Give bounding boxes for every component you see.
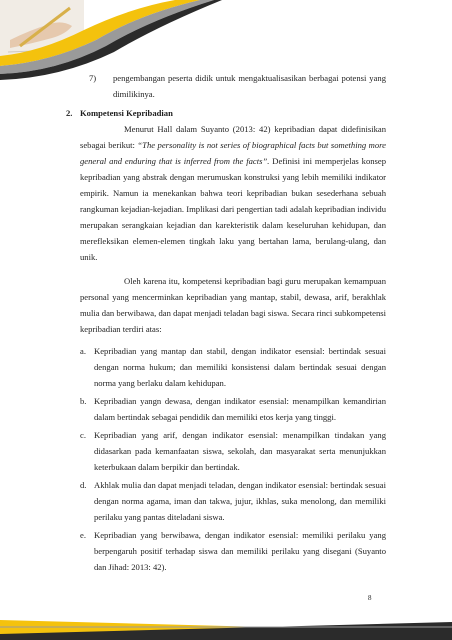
item-text: Kepribadian yang mantap dan stabil, dengan indikator esensial: bertindak sesuai dengan norma hukum; dan memiliki konsistensi dalam bertindak sesuai dengan norma yang berlaku dalam kehidupan. (94, 346, 386, 388)
item-marker: c. (80, 430, 86, 440)
item-marker: b. (80, 396, 87, 406)
item-text: Kepribadian yangn dewasa, dengan indikator esensial: menampilkan kemandirian dalam bertindak sebagai pendidik dan memiliki etos kerja yang tinggi. (94, 396, 386, 422)
footer-band (0, 610, 452, 640)
item-text: Akhlak mulia dan dapat menjadi teladan, dengan indikator esensial: bertindak sesuai dengan norma agama, iman dan takwa, jujur, ikhlas, suka menolong, dan memiliki perilaku yang pantas diteladani siswa. (94, 480, 386, 522)
numbered-item-7 (66, 70, 386, 102)
page-number: 8 (368, 594, 372, 602)
yellow-gray-swoosh (0, 0, 452, 80)
item-marker: d. (80, 480, 87, 490)
personality-quote: “The personality is not series of biographical facts but something more general and enduring that is inferred from the facts”. (80, 140, 386, 166)
section-title: Kompetensi Kepribadian (80, 108, 173, 118)
list-item (80, 477, 386, 525)
list-item (80, 527, 386, 575)
item-marker: a. (80, 346, 86, 356)
list-item (80, 393, 386, 425)
section-heading (66, 105, 386, 121)
list-item (80, 427, 386, 475)
document-page (66, 70, 386, 575)
paragraph-competence: Oleh karena itu, kompetensi kepribadian bagi guru merupakan kemampuan personal yang mencerminkan kepribadian yang mantap, stabil, dewasa, arif, berakhlak mulia dan berwibawa, dan dapat menjadi teladan bagi siswa. Secara rinci subkompetensi kepribadian terdiri atas: (80, 276, 386, 334)
item-marker: e. (80, 530, 86, 540)
item-text: Kepribadian yang arif, dengan indikator esensial: menampilkan tindakan yang didasarkan pada kemanfaatan siswa, sekolah, dan masyarakat serta menunjukkan keterbukaan dalam berpikir dan bertindak. (94, 430, 386, 472)
list-item (80, 343, 386, 391)
subcompetence-list (66, 343, 386, 575)
paragraph-lead: Menurut Hall dalam Suyanto (2013: 42) kepribadian dapat didefinisikan sebagai berikut: (80, 124, 386, 150)
item-marker: 7) (89, 73, 97, 83)
paragraph-rest: Definisi ini memperjelas konsep kepribadian yang abstrak dengan merumuskan konstruksi yang lebih memiliki indikator empirik. Namun ia menekankan bahwa teori kepribadian bukan sesederhana sebuah rangkuman kejadian-kejadian. Implikasi dari pengertian tadi adalah kepribadian individu merupakan serangkaian kejadian dan karekteristik dalam keseluruhan kehidupan, dan merefleksikan elemen-elemen tingkah laku yang bertahan lama, berulang-ulang, dan unik. (80, 156, 387, 262)
paragraph-definition (80, 121, 386, 265)
item-text: Kepribadian yang berwibawa, dengan indikator esensial: memiliki perilaku yang berpengaruh positif terhadap siswa dan memiliki perilaku yang disegani (Suyanto dan Jihad: 2013: 42). (94, 530, 386, 572)
section-number: 2. (66, 108, 73, 118)
item-text: pengembangan peserta didik untuk mengaktualisasikan berbagai potensi yang dimilikinya. (113, 73, 386, 99)
